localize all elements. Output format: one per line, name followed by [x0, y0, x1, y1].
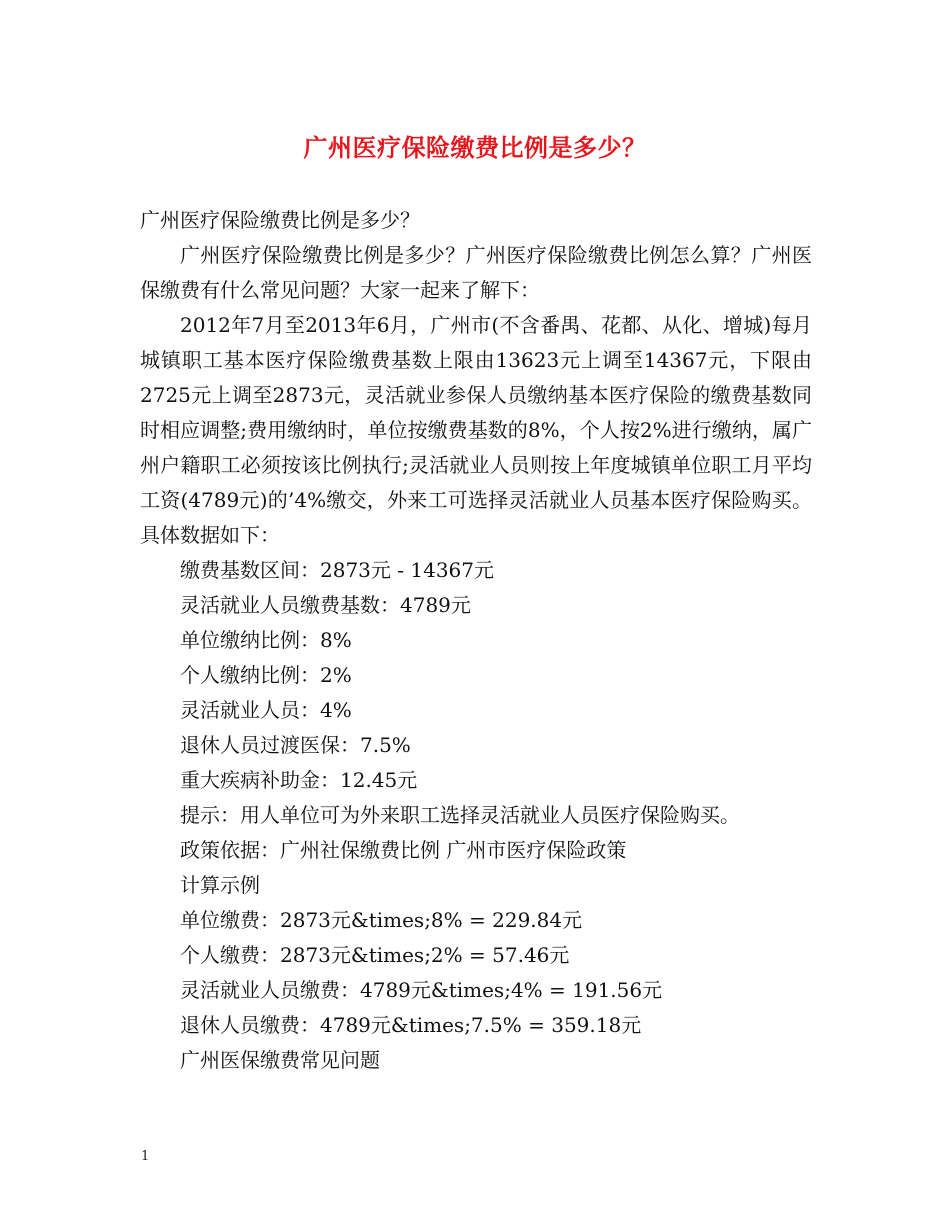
- list-item: 灵活就业人员：4%: [180, 698, 352, 722]
- list-item: 重大疾病补助金：12.45元: [180, 768, 418, 792]
- list-item: 提示：用人单位可为外来职工选择灵活就业人员医疗保险购买。: [180, 803, 740, 827]
- document-title: 广州医疗保险缴费比例是多少？: [303, 133, 647, 162]
- list-item: 广州医保缴费常见问题: [180, 1048, 380, 1072]
- document-body: [140, 203, 812, 1078]
- subtitle-paragraph: 广州医疗保险缴费比例是多少？: [140, 208, 420, 232]
- page-number: 1: [141, 1149, 150, 1164]
- list-item: 单位缴纳比例：8%: [180, 628, 352, 652]
- list-item: 灵活就业人员缴费：4789元&times;4% = 191.56元: [180, 978, 663, 1002]
- intro-paragraph: 广州医疗保险缴费比例是多少？广州医疗保险缴费比例怎么算？广州医保缴费有什么常见问题？大家一起来了解下：: [140, 243, 812, 302]
- list-item: 缴费基数区间：2873元 - 14367元: [180, 558, 494, 582]
- list-item: 单位缴费：2873元&times;8% = 229.84元: [180, 908, 583, 932]
- list-item: 退休人员过渡医保：7.5%: [180, 733, 411, 757]
- list-item: 计算示例: [180, 873, 260, 897]
- list-item: 个人缴纳比例：2%: [180, 663, 352, 687]
- list-item: 个人缴费：2873元&times;2% = 57.46元: [180, 943, 570, 967]
- list-item: 灵活就业人员缴费基数：4789元: [180, 593, 471, 617]
- body-paragraph: 2012年7月至2013年6月，广州市(不含番禺、花都、从化、增城)每月城镇职工基本医疗保险缴费基数上限由13623元上调至14367元，下限由2725元上调至2873元，灵活就业参保人员缴纳基本医疗保险的缴费基数同时相应调整;费用缴纳时，单位按缴费基数的8%，个人按2%进行缴纳，属广州户籍职工必须按该比例执行;灵活就业人员则按上年度城镇单位职工月平均工资(4789元)的’4%缴交，外来工可选择灵活就业人员基本医疗保险购买。具体数据如下：: [140, 313, 812, 547]
- list-item: 政策依据：广州社保缴费比例 广州市医疗保险政策: [180, 838, 627, 862]
- list-item: 退休人员缴费：4789元&times;7.5% = 359.18元: [180, 1013, 642, 1037]
